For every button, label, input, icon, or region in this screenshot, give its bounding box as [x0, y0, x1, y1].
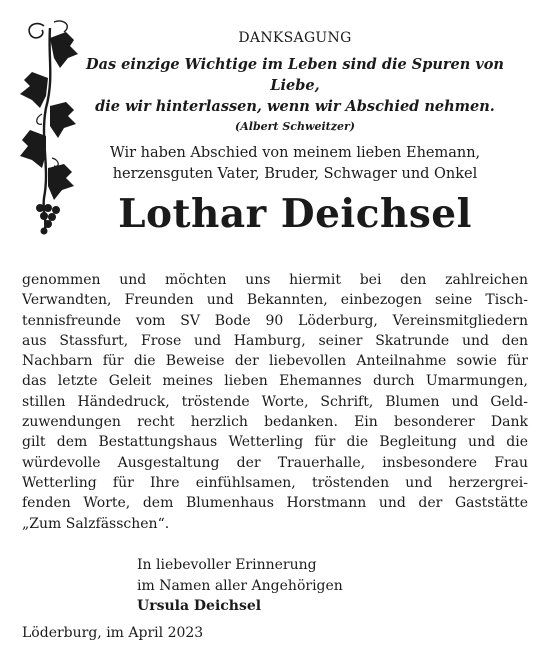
- quote: [60, 54, 530, 117]
- quote-line: die wir hinterlassen, wenn wir Abschied nehmen.: [95, 98, 495, 115]
- body-line: fenden Worte, dem Blumenhaus Horstmann und der Gaststätte: [22, 495, 528, 512]
- body-line: Wetterling für Ihre einfühlsamen, tröstenden und herzergrei-: [22, 474, 528, 491]
- quote-line: Das einzige Wichtige im Leben sind die Spuren von Liebe,: [86, 56, 504, 94]
- closing-line: im Namen aller Angehörigen: [137, 577, 343, 594]
- body-text: [22, 270, 528, 534]
- body-line: tennisfreunde vom SV Bode 90 Löderburg, Vereinsmitgliedern: [22, 312, 528, 329]
- body-line: das letzte Geleit meines lieben Ehemannes durch Umarmungen,: [22, 373, 528, 390]
- intro-line: herzensguten Vater, Bruder, Schwager und Onkel: [112, 166, 478, 182]
- heading: DANKSAGUNG: [238, 30, 352, 46]
- body-line: genommen und möchten uns hiermit bei den zahlreichen: [22, 272, 528, 288]
- body-line: gilt dem Bestattungshaus Wetterling für die Begleitung und die: [22, 434, 528, 451]
- header-block: [60, 30, 530, 185]
- body-line: würdevolle Ausgestaltung der Trauerhalle, insbesondere Frau: [22, 454, 528, 471]
- intro: [60, 143, 530, 185]
- body-line: Nachbarn für die Beweise der liebevollen Anteilnahme sowie für: [22, 353, 528, 370]
- body-line: aus Stassfurt, Frose und Hamburg, seiner Skatrunde und den: [22, 332, 528, 349]
- body-line: Verwandten, Freunden und Bekannten, einbezogen seine Tisch-: [22, 292, 528, 309]
- place-date: Löderburg, im April 2023: [22, 625, 204, 641]
- closing-block: [137, 555, 343, 617]
- body-line: „Zum Salzfässchen“.: [22, 515, 170, 532]
- body-line: stillen Händedruck, tröstende Worte, Schrift, Blumen und Geld-: [22, 393, 528, 410]
- closing-line: In liebevoller Erinnerung: [137, 557, 317, 573]
- intro-line: Wir haben Abschied von meinem lieben Ehemann,: [109, 145, 481, 161]
- signer-name: Ursula Deichsel: [137, 598, 262, 614]
- deceased-name: Lothar Deichsel: [118, 191, 472, 237]
- body-line: zuwendungen recht herzlich bedanken. Ein besonderer Dank: [22, 414, 528, 431]
- quote-author: (Albert Schweitzer): [235, 120, 355, 133]
